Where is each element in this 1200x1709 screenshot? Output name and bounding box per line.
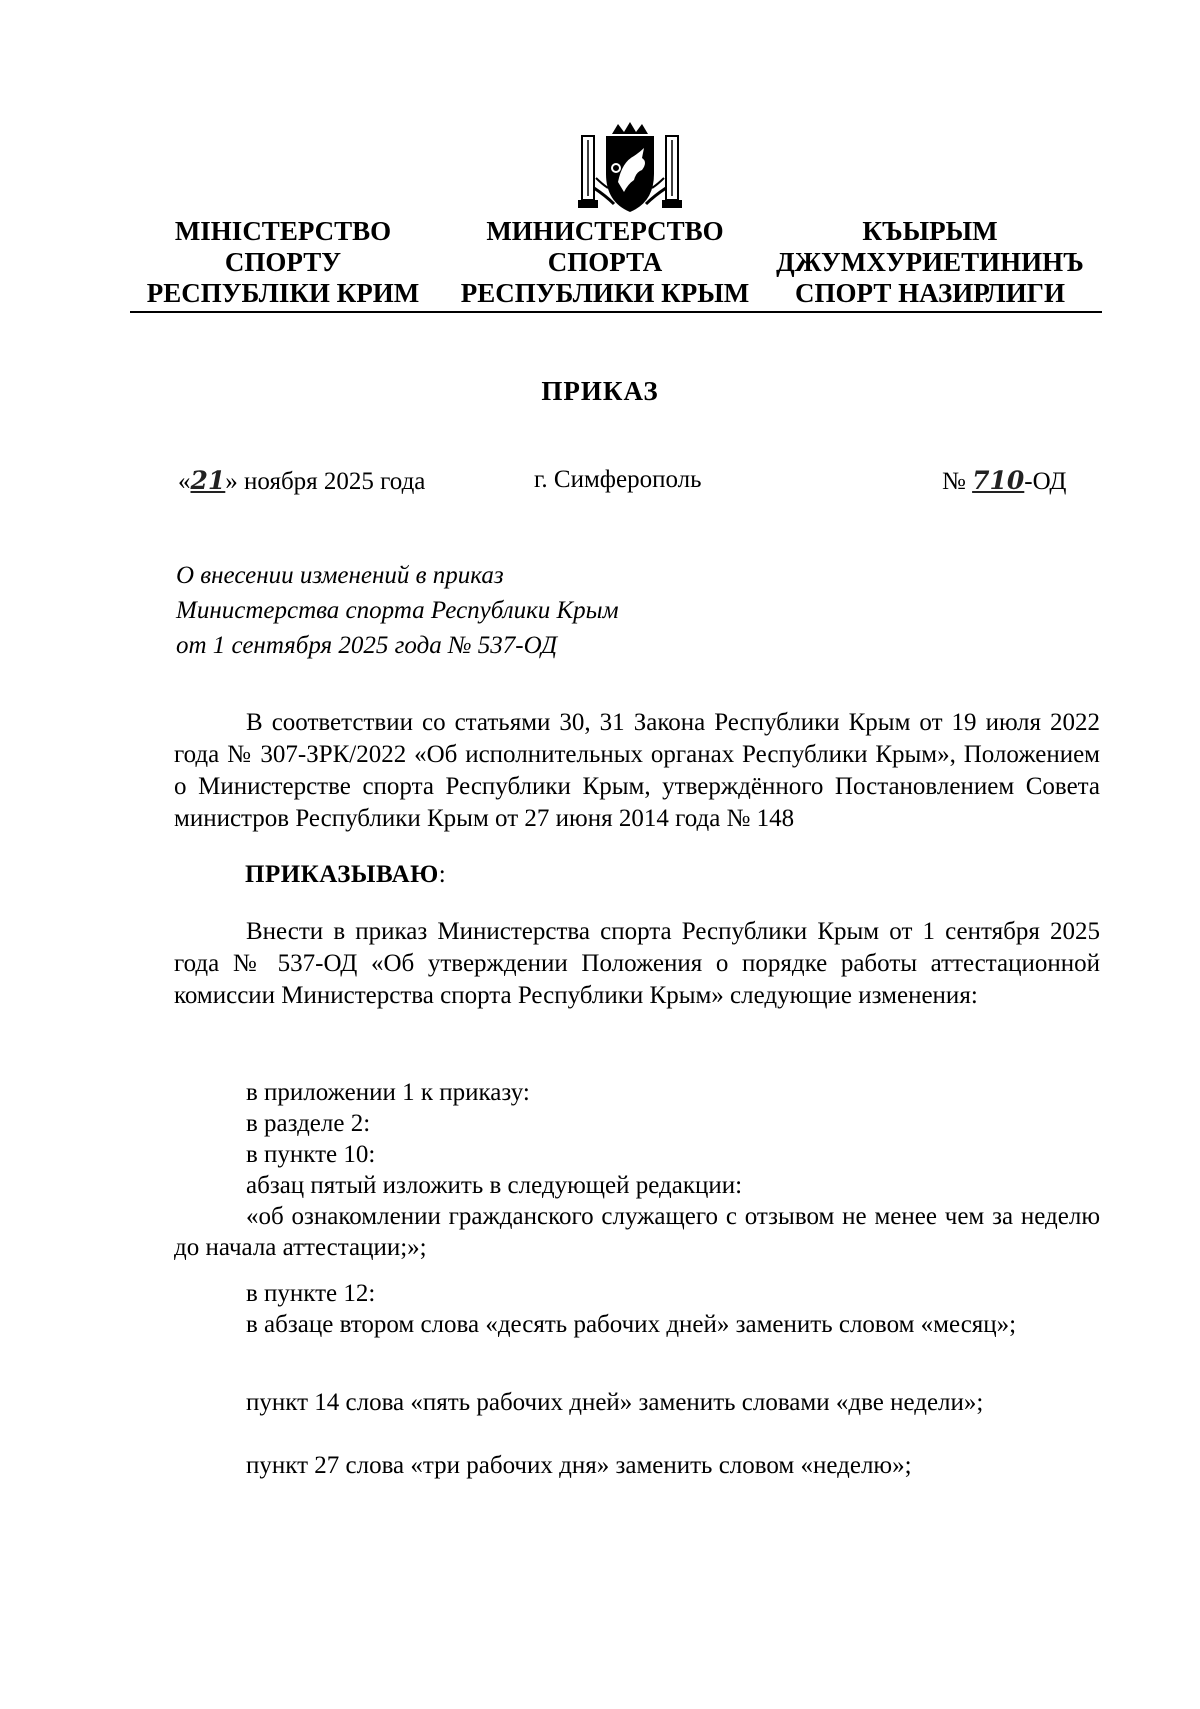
order-date bbox=[178, 466, 425, 496]
order-city: г. Симферополь bbox=[534, 466, 702, 493]
change-point12-text: в абзаце втором слова «десять рабочих дней» заменить словом «месяц»; bbox=[246, 1311, 1017, 1338]
change-point27: пункт 27 слова «три рабочих дня» заменить словом «неделю»; bbox=[246, 1452, 912, 1479]
coat-of-arms-emblem bbox=[578, 122, 682, 214]
header-center-line-1: МИНИСТЕРСТВО bbox=[486, 216, 724, 246]
header-right-line-2: ДЖУМХУРИЕТИНИНЪ bbox=[776, 247, 1084, 277]
changes-block-point12 bbox=[174, 1278, 1100, 1340]
changes-block-point10 bbox=[174, 1077, 1100, 1263]
header-right-line-3: СПОРТ НАЗИРЛИГИ bbox=[795, 278, 1065, 308]
header-center-line-3: РЕСПУБЛИКИ КРЫМ bbox=[460, 278, 750, 308]
subject-line-3: от 1 сентября 2025 года № 537-ОД bbox=[176, 632, 557, 659]
header-crimean-tatar bbox=[765, 216, 1095, 309]
document-title: ПРИКАЗ bbox=[541, 376, 659, 406]
order-directive-word: ПРИКАЗЫВАЮ bbox=[245, 861, 439, 888]
number-prefix: № bbox=[942, 468, 973, 495]
header-left-line-3: РЕСПУБЛІКИ КРИМ bbox=[146, 278, 420, 308]
header-ukrainian bbox=[128, 216, 438, 309]
subject-line-1: О внесении изменений в приказ bbox=[176, 562, 504, 589]
enact-paragraph: Внести в приказ Министерства спорта Республики Крым от 1 сентября 2025 года № 537-ОД «Об утверждении Положения о порядке работы аттестационной комиссии Министерства спорта Республики Крым» следующие изменения: bbox=[174, 918, 1100, 1009]
changes-block-point27 bbox=[174, 1450, 1100, 1481]
change-appendix: в приложении 1 к приказу: bbox=[246, 1079, 530, 1106]
order-number bbox=[942, 466, 1066, 496]
header-divider bbox=[130, 311, 1102, 313]
date-day-handwritten: 21 bbox=[190, 466, 226, 495]
changes-block-point14 bbox=[174, 1387, 1100, 1418]
change-point14: пункт 14 слова «пять рабочих дней» заменить словами «две недели»; bbox=[246, 1389, 984, 1416]
subject-line-2: Министерства спорта Республики Крым bbox=[176, 597, 619, 624]
order-directive-colon: : bbox=[438, 861, 447, 888]
number-handwritten: 710 bbox=[972, 466, 1025, 495]
header-right-line-1: КЪЫРЫМ bbox=[862, 216, 998, 246]
date-open-quote: « bbox=[178, 468, 191, 495]
header-left-line-1: МІНІСТЕРСТВО bbox=[174, 216, 392, 246]
change-point10: в пункте 10: bbox=[246, 1141, 376, 1168]
change-para5: абзац пятый изложить в следующей редакции: bbox=[246, 1172, 743, 1199]
header-russian bbox=[450, 216, 760, 309]
number-suffix: -ОД bbox=[1024, 468, 1067, 495]
change-section: в разделе 2: bbox=[246, 1110, 371, 1137]
date-month-year: » ноября 2025 года bbox=[225, 468, 426, 495]
basis-paragraph: В соответствии со статьями 30, 31 Закона Республики Крым от 19 июля 2022 года № 307-ЗРК/2022 «Об исполнительных органах Республики Крым», Положением о Министерстве спорта Республики Крым, утверждённого Постановлением Совета министров Республики Крым от 27 июня 2014 года № 148 bbox=[174, 709, 1100, 832]
change-point12: в пункте 12: bbox=[246, 1280, 376, 1307]
header-center-line-2: СПОРТА bbox=[547, 247, 663, 277]
header-left-line-2: СПОРТУ bbox=[224, 247, 342, 277]
order-directive bbox=[245, 859, 446, 891]
order-subject bbox=[176, 558, 619, 663]
change-quote: «об ознакомлении гражданского служащего с отзывом не менее чем за неделю до начала аттестации;»; bbox=[174, 1203, 1100, 1261]
